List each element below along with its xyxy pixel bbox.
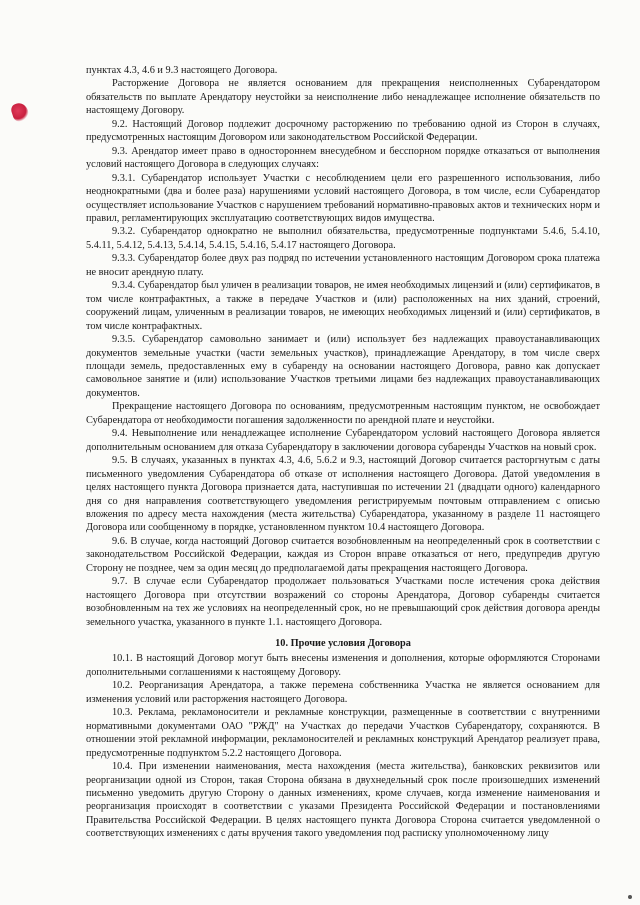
paragraph: 9.3.5. Субарендатор самовольно занимает и (или) использует без надлежащих правоустанавливающих документов земельные участки (части земельных участков), принадлежащие Арендатору, в том числе сверх площади земель, предоставленных ему в субаренду на основании настоящего Договора, равно как допускает самовольное занятие и (или) использование Участков третьими лицами без надлежащих правоустанавливающих документов. <box>86 334 600 399</box>
corner-dot <box>628 895 632 899</box>
paragraph: 9.3.1. Субарендатор использует Участки с несоблюдением цели его разрешенного использования, либо неоднократными (два и более раза) нарушениями условий настоящего Договора, в том числе, если Субарендатор осуществляет использование Участков с нарушением требований нормативно-правовых актов и технических норм и правил, регламентирующих эксплуатацию соответствующих видов имущества. <box>86 172 600 224</box>
paragraph: пунктах 4.3, 4.6 и 9.3 настоящего Договора. <box>86 65 278 76</box>
red-stamp-mark <box>10 101 31 123</box>
paragraph: 9.5. В случаях, указанных в пунктах 4.3, 4.6, 5.6.2 и 9.3, настоящий Договор считается расторгнутым с даты письменного уведомления Субарендатора об отказе от исполнения настоящего Договора. Датой уведомления в целях настоящего пункта Договора признается дата, наступившая по истечении 21 (двадцати одного) календарного дня со дня направления соответствующего уведомления регистрируемым почтовым отправлением с описью вложения по адресу места нахождения (места жительства) Субарендатора, указанному в разделе 11 настоящего Договора или сообщенному в порядке, установленном пунктом 10.4 настоящего Договора. <box>86 455 600 534</box>
paragraph: 9.4. Невыполнение или ненадлежащее исполнение Субарендатором условий настоящего Договора является дополнительным основанием для отказа Субарендатору в заключении договора субаренды Участков на новый срок. <box>86 428 600 453</box>
paragraph: Прекращение настоящего Договора по основаниям, предусмотренным настоящим пунктом, не освобождает Субарендатора от необходимости погашения задолженности по арендной плате и неустойки. <box>86 401 600 426</box>
paragraph: 9.3.3. Субарендатор более двух раз подряд по истечении установленного настоящим Договором срока платежа не вносит арендную плату. <box>86 253 600 278</box>
paragraph: 9.3. Арендатор имеет право в одностороннем внесудебном и бесспорном порядке отказаться от выполнения условий настоящего Договора в следующих случаях: <box>86 145 600 171</box>
paragraph: 10.4. При изменении наименования, места нахождения (места жительства), банковских реквизитов или реорганизации одной из Сторон, такая Сторона обязана в двухнедельный срок после произошедших изменений письменно уведомить другую Сторону о данных изменениях, кроме случаев, когда изменение наименования и реорганизация происходят в соответствии с указами Президента Российской Федерации и постановлениями Правительства Российской Федерации. В целях настоящего пункта Договора Сторона считается уведомленной о соответствующих изменениях с даты вручения такого уведомления под расписку уполномоченному лицу <box>86 761 600 840</box>
paragraph: 10.1. В настоящий Договор могут быть внесены изменения и дополнения, которые оформляются Сторонами дополнительными соглашениями к настоящему Договору. <box>86 653 600 678</box>
paragraph: 9.3.2. Субарендатор однократно не выполнил обязательства, предусмотренные подпунктами 5.4.6, 5.4.10, 5.4.11, 5.4.12, 5.4.13, 5.4.14, 5.4.15, 5.4.16, 5.4.17 настоящего Договора. <box>86 226 600 251</box>
paragraph: 9.3.4. Субарендатор был уличен в реализации товаров, не имея необходимых лицензий и (или) сертификатов, в том числе контрафактных, а также в передаче Участков и (или) расположенных на них зданий, строений, сооружений лицам, уличенным в реализации товаров, не имеющих необходимых лицензий и (или) сертификатов, в том числе контрафактных. <box>86 280 600 332</box>
paragraph: 9.7. В случае если Субарендатор продолжает пользоваться Участками после истечения срока действия настоящего Договора при отсутствии возражений со стороны Арендатора, Договор субаренды считается возобновленным на тех же условиях на неопределенный срок, но не превышающий срок действия договора аренды земельного участка, указанного в пункте 1.1. настоящего Договора. <box>86 576 600 628</box>
document-page <box>86 64 600 841</box>
section-10-body <box>86 652 600 840</box>
paragraph: 10.2. Реорганизация Арендатора, а также перемена собственника Участка не является основанием для изменения условий или расторжения настоящего Договора. <box>86 680 600 705</box>
paragraph: 9.2. Настоящий Договор подлежит досрочному расторжению по требованию одной из Сторон в случаях, предусмотренных настоящим Договором или законодательством Российской Федерации. <box>86 118 600 144</box>
section-heading: 10. Прочие условия Договора <box>275 638 411 650</box>
paragraph: 9.6. В случае, когда настоящий Договор считается возобновленным на неопределенный срок в соответствии с законодательством Российской Федерации, каждая из Сторон вправе отказаться от него, предупредив другую Сторону не позднее, чем за один месяц до предполагаемой даты прекращения настоящего Договора. <box>86 535 600 574</box>
paragraph: Расторжение Договора не является основанием для прекращения неисполненных Субарендатором обязательств по выплате Арендатору неустойки за неисполнение либо ненадлежащее исполнение обязательств по настоящему Договору. <box>86 78 600 117</box>
section-9-continuation <box>86 64 600 629</box>
paragraph: 10.3. Реклама, рекламоносители и рекламные конструкции, размещенные в соответствии с внутренними нормативными документами ОАО "РЖД" на Участках до передачи Участков Субарендатору, сохраняются. В отношении этой рекламной информации, рекламоносителей и рекламных конструкций Арендатор реализует права, предусмотренные подпунктом 5.2.2 настоящего Договора. <box>86 707 600 759</box>
